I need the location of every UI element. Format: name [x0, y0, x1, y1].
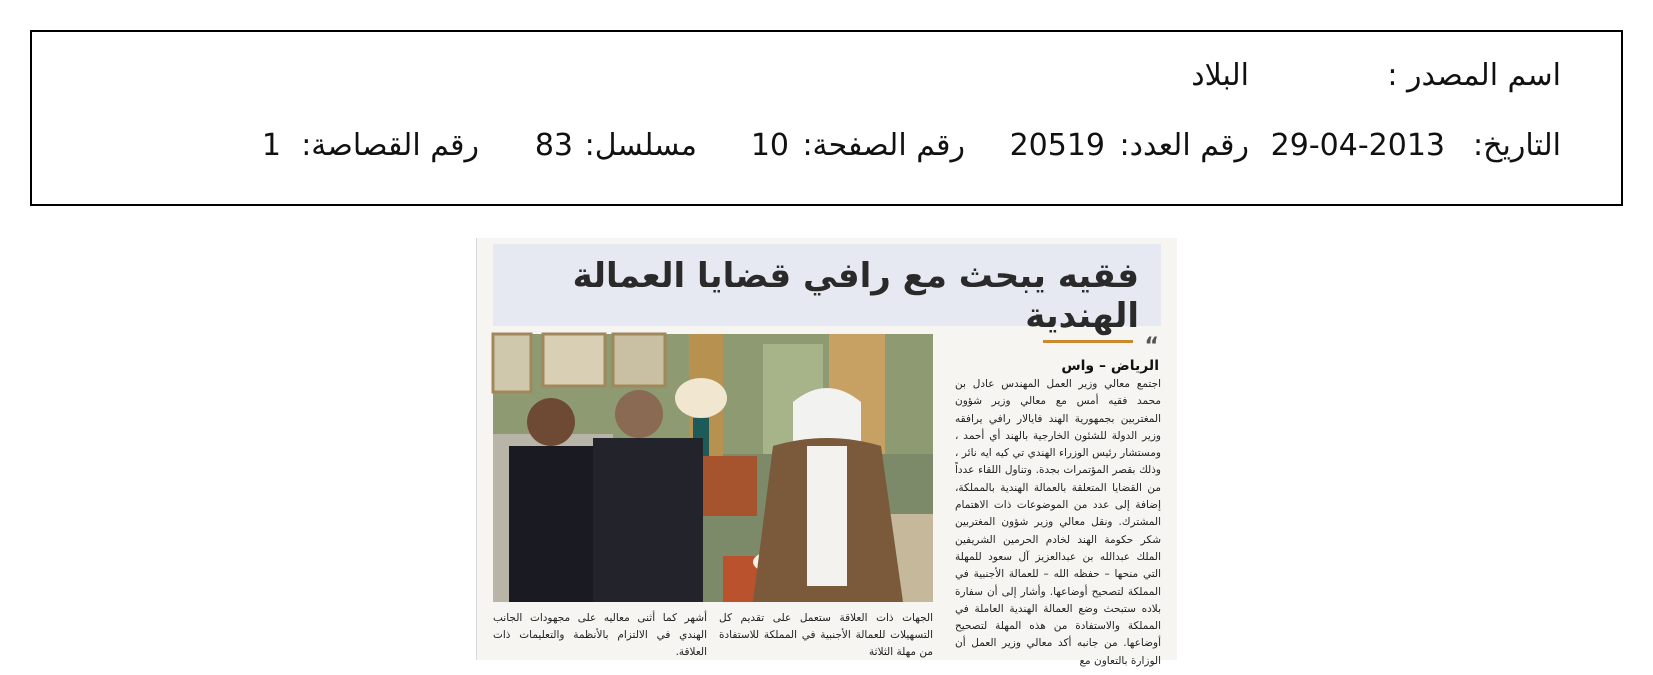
article-headline: فقيه يبحث مع رافي قضايا العمالة الهندية: [572, 256, 1139, 336]
issue-value: 20519: [1009, 128, 1105, 163]
clip-label: رقم القصاصة:: [301, 128, 479, 163]
source-value: البلاد: [1191, 58, 1249, 93]
page-value: 10: [750, 128, 789, 163]
meeting-photo: [493, 334, 933, 602]
article-body: اجتمع معالي وزير العمل المهندس عادل بن محمد فقيه أمس مع معالي وزير شؤون المغتربين بجمهورية الهند فايالار رافي يرافقه وزير الدولة للشئون الخارجية بالهند أي أحمد ، ومستشار رئيس الوزراء الهندي تي كيه ايه نائر ، وذلك بقصر المؤتمرات بجدة. وتناول اللقاء عدداً من القضايا المتعلقة بالعمالة الهندية بالمملكة، إضافة إلى عدد من الموضوعات ذات الاهتمام المشترك. ونقل معالي وزير شؤون المغتربين شكر حكومة الهند لخادم الحرمين الشريفين الملك عبدالله بن عبدالعزيز آل سعود للمهلة التي منحها – حفظه الله – للعمالة الأجنبية في المملكة لتصحيح أوضاعها. وأشار إلى أن سفارة بلاده ستبحث وضع العمالة الهندية العاملة في المملكة والاستفادة من هذه المهلة لتصحيح أوضاعها. من جانبه أكد معالي وزير العمل أن الوزارة بالتعاون مع: [955, 378, 1161, 667]
serial-value: 83: [534, 128, 573, 163]
headline-bar: [493, 244, 1161, 336]
clipping-metadata-box: [30, 30, 1623, 206]
meeting-photo-illustration: [493, 334, 933, 602]
caption-column-1: الجهات ذات العلاقة ستعمل على تقديم كل التسهيلات للعمالة الأجنبية في المملكة للاستفادة من مهلة الثلاثة: [719, 612, 933, 658]
newspaper-clipping: [476, 238, 1177, 667]
date-label: التاريخ:: [1473, 128, 1561, 163]
page-label: رقم الصفحة:: [802, 128, 965, 163]
source-label: اسم المصدر :: [1387, 58, 1561, 93]
quote-icon: “: [1144, 334, 1159, 359]
date-value: 29-04-2013: [1270, 128, 1445, 163]
serial-label: مسلسل:: [584, 128, 697, 163]
clip-value: 1: [261, 128, 281, 163]
issue-label: رقم العدد:: [1119, 128, 1249, 163]
article-dateline: الرياض – واس: [1061, 358, 1159, 374]
caption-column-2: أشهر كما أثنى معاليه على مجهودات الجانب الهندي في الالتزام بالأنظمة والتعليمات ذات العلاقة.: [493, 612, 707, 658]
accent-divider: [1043, 340, 1133, 343]
